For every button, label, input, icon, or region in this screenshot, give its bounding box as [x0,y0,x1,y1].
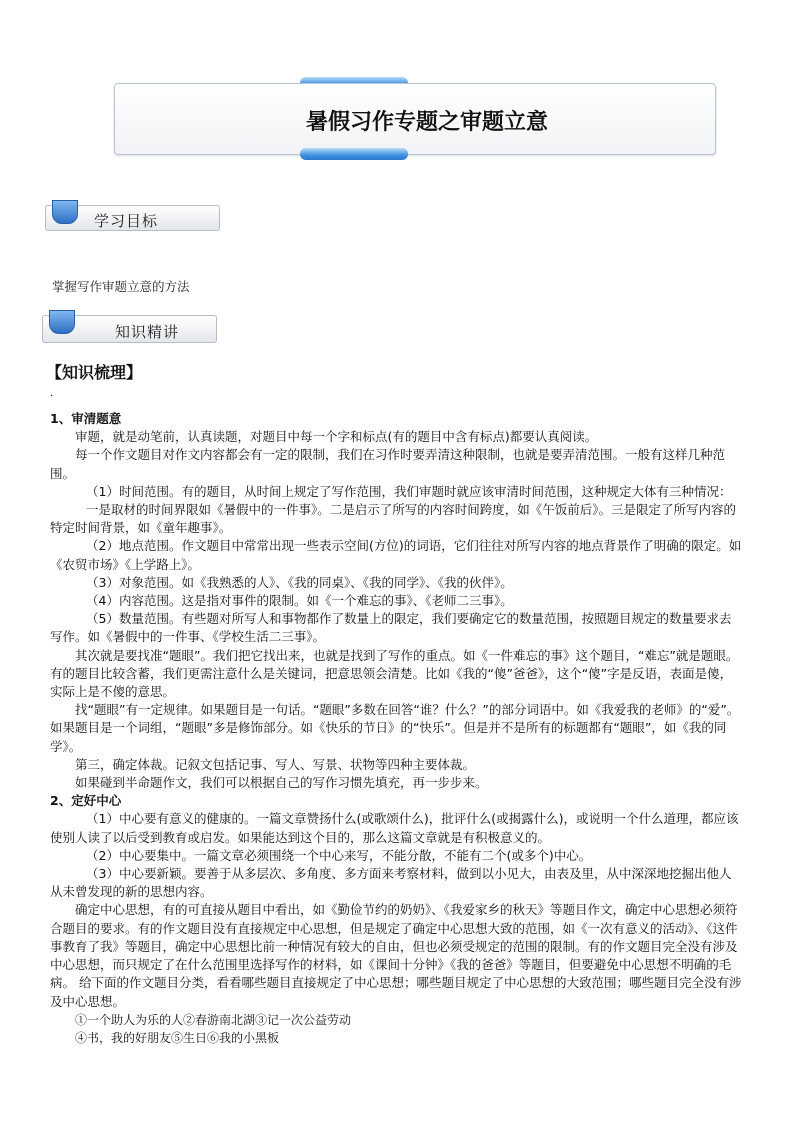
section-1-title: 1、审清题意 [50,411,122,426]
section-tab-knowledge [42,315,217,343]
paragraph: 其次就是要找准“题眼”。我们把它找出来，也就是找到了写作的重点。如《一件难忘的事》这个题目，“难忘”就是题眼。有的题目比较含蓄，我们更需注意什么是关键词，把意思领会清楚。比如《我的“傻”爸爸》，这个“傻”字是反语，表面是傻，实际上是不傻的意思。 [50,647,739,700]
paragraph: （1）时间范围。有的题目，从时间上规定了写作范围，我们审题时就应该审清时间范围，这种规定大体有三种情况： [86,483,732,499]
document-body [50,410,743,1047]
section-tab-goal [45,205,220,231]
page-title: 暑假习作专题之审题立意 [305,109,548,135]
paragraph: 第三，确定体裁。记叙文包括记事、写人、写景、状物等四种主要体裁。 [75,756,476,772]
paragraph: （1）中心要有意义的健康的。一篇文章赞扬什么(或歌颂什么)，批评什么(或揭露什么)，或说明一个什么道理，都应该使别人读了以后受到教育或启发。如果能达到这个目的，那么这篇文章就是有积极意义的。 [50,811,739,845]
knowledge-heading: 【知识梳理】 [46,363,143,382]
banner-pill-bottom [300,148,408,160]
title-banner [114,83,716,155]
topic-list-line: ①一个助人为乐的人②春游南北湖③记一次公益劳动 [75,1012,352,1027]
section-tab-knowledge-label: 知识精讲 [115,323,180,341]
paragraph: （2）中心要集中。一篇文章必须围绕一个中心来写，不能分散，不能有二个(或多个)中心。 [86,847,592,863]
paragraph: 每一个作文题目对作文内容都会有一定的限制，我们在习作时要弄清这种限制，也就是要弄清范围。一般有这样几种范围。 [50,447,726,481]
paragraph: 确定中心思想，有的可直接从题目中看出，如《勤俭节约的奶奶》、《我爱家乡的秋天》等题目作文，确定中心思想必须符合题目的要求。有的作文题目没有直接规定中心思想，但是规定了确定中心思想大致的范围，如《一次有意义的活动》、《这件事教育了我》等题目，确定中心思想比前一种情况有较大的自由，但也必须受规定的范围的限制。有的作文题目完全没有涉及中心思想，而只规定了在什么范围里选择写作的材料，如《课间十分钟》《我的爸爸》等题目，但要避免中心思想不明确的毛病。 给下面的作文题目分类，看看哪些题目直接规定了中心思想；哪些题目规定了中心思想的大致范围；哪些题目完全没有涉及中心思想。 [50,902,742,1009]
stray-dot: . [50,388,54,399]
paragraph: （5）数量范围。有些题对所写人和事物都作了数量上的限定，我们要确定它的数量范围，按照题目规定的数量要求去写作。如《暑假中的一件事、《学校生活二三事》。 [50,611,732,645]
paragraph: （2）地点范围。作文题目中常常出现一些表示空间(方位)的词语，它们往往对所写内容的地点背景作了明确的限定。如《农贸市场》《上学路上》。 [50,538,742,572]
paragraph: 一是取材的时间界限如《暑假中的一件事》。二是启示了所写的内容时间跨度，如《午饭前后》。三是限定了所写内容的特定时间背景，如《童年趣事》。 [50,502,737,536]
tab-knob-icon [49,310,75,334]
section-2-title: 2、定好中心 [50,793,122,809]
paragraph: 如果碰到半命题作文，我们可以根据自己的写作习惯先填充，再一步步来。 [75,775,488,791]
paragraph: 找“题眼”有一定规律。如果题目是一句话。“题眼”多数在回答“谁？什么？”的部分词语中。如《我爱我的老师》的“爱”。如果题目是一个词组，“题眼”多是修饰部分。如《快乐的节日》的“快乐”。但是并不是所有的标题都有“题眼”，如《我的同学》。 [50,702,740,754]
section-tab-goal-label: 学习目标 [94,212,159,230]
goal-text: 掌握写作审题立意的方法 [52,279,190,294]
paragraph: （3）对象范围。如《我熟悉的人》、《我的同桌》、《我的同学》、《我的伙伴》。 [86,574,513,590]
paragraph: （4）内容范围。这是指对事件的限制。如《一个难忘的事》、《老师二三事》。 [86,593,513,609]
topic-list-line: ④书，我的好朋友⑤生日⑥我的小黑板 [75,1030,280,1045]
paragraph: 审题，就是动笔前，认真读题，对题目中每一个字和标点(有的题目中含有标点)都要认真阅读。 [75,429,598,445]
paragraph: （3）中心要新颖。要善于从多层次、多角度、多方面来考察材料，做到以小见大，由表及里，从中深深地挖掘出他人从未曾发现的新的思想内容。 [50,866,732,900]
tab-knob-icon [52,200,78,224]
